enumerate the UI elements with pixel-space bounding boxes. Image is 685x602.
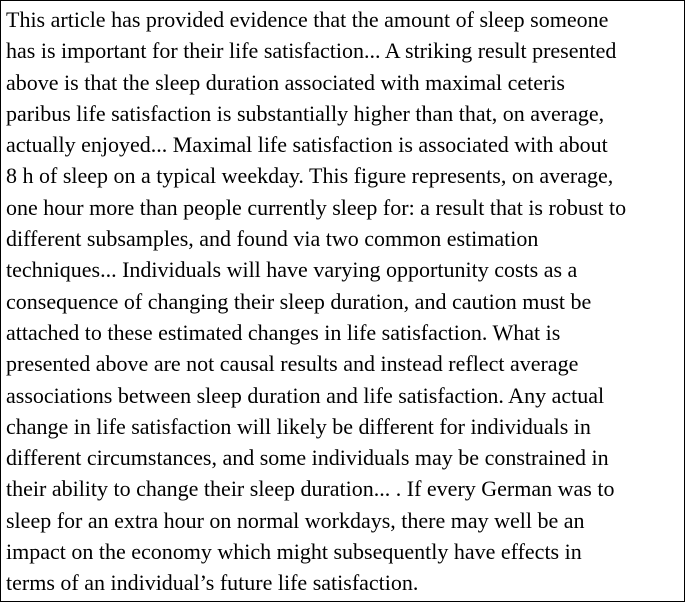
text-line: actually enjoyed... Maximal life satisfaction is associated with about xyxy=(6,132,608,158)
text-line: one hour more than people currently sleep for: a result that is robust to xyxy=(6,194,627,220)
text-line: associations between sleep duration and life satisfaction. Any actual xyxy=(6,382,605,408)
text-line: terms of an individual’s future life satisfaction. xyxy=(6,570,419,596)
text-line: their ability to change their sleep duration... . If every German was to xyxy=(6,476,615,502)
text-line: has is important for their life satisfaction... A striking result presented xyxy=(6,38,617,64)
text-line: change in life satisfaction will likely be different for individuals in xyxy=(6,413,591,439)
text-line: 8 h of sleep on a typical weekday. This figure represents, on average, xyxy=(6,163,614,189)
text-line: paribus life satisfaction is substantially higher than that, on average, xyxy=(6,100,605,126)
text-line: different subsamples, and found via two common estimation xyxy=(6,226,539,252)
quote-paragraph xyxy=(6,4,682,599)
text-line: attached to these estimated changes in life satisfaction. What is xyxy=(6,319,561,345)
text-line: sleep for an extra hour on normal workdays, there may well be an xyxy=(6,507,585,533)
text-line: This article has provided evidence that the amount of sleep someone xyxy=(6,7,609,32)
text-line: different circumstances, and some individuals may be constrained in xyxy=(6,445,609,471)
text-line: presented above are not causal results and instead reflect average xyxy=(6,351,579,377)
text-line: above is that the sleep duration associated with maximal ceteris xyxy=(6,69,565,95)
text-line: techniques... Individuals will have varying opportunity costs as a xyxy=(6,257,578,283)
text-line: consequence of changing their sleep duration, and caution must be xyxy=(6,288,592,314)
text-line: impact on the economy which might subsequently have effects in xyxy=(6,539,582,565)
